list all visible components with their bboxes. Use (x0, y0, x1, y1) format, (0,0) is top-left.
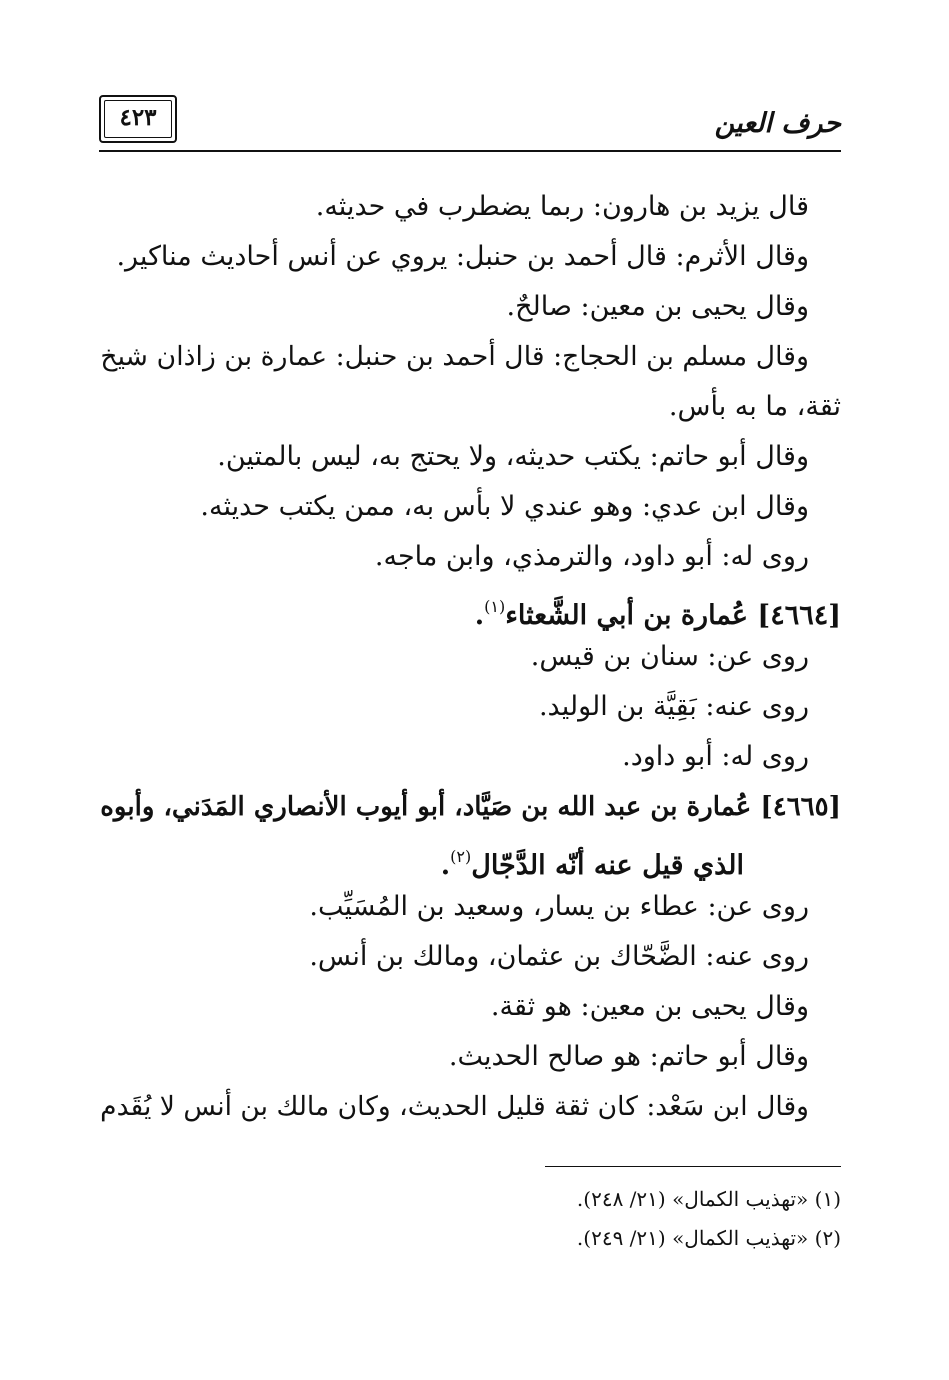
text-line: روى عن: عطاء بن يسار، وسعيد بن المُسَيِّب. (309, 891, 809, 922)
text-line: وقال أبو حاتم: يكتب حديثه، ولا يحتج به، ليس بالمتين. (217, 441, 809, 472)
entry-heading-tail: . (440, 850, 451, 881)
entry-heading-4665: [٤٦٦٥] عُمارة بن عبد الله بن صَيَّاد، أبو أيوب الأنصاري المَدَني، وأبوه (100, 792, 841, 822)
text-line: وقال يحيى بن معين: هو ثقة. (490, 991, 809, 1022)
text-line: روى عنه: بَقِيَّة بن الوليد. (538, 691, 809, 722)
footnote-ref[interactable]: (٢) (450, 847, 472, 866)
text-line: روى عنه: الضَّحّاك بن عثمان، ومالك بن أنس. (309, 941, 809, 972)
header-rule (99, 150, 841, 152)
text-line: وقال ابن عدي: وهو عندي لا بأس به، ممن يكتب حديثه. (200, 491, 809, 522)
entry-heading-4664 (475, 589, 841, 634)
text-line: قال يزيد بن هارون: ربما يضطرب في حديثه. (315, 191, 809, 222)
footnote-ref[interactable]: (١) (484, 597, 506, 616)
entry-heading-text: الذي قيل عنه أنّه الدَّجّال (471, 850, 744, 881)
text-line: روى عن: سنان بن قيس. (530, 641, 809, 672)
text-line: وقال ابن سَعْد: كان ثقة قليل الحديث، وكان مالك بن أنس لا يُقَدم (100, 1091, 809, 1122)
entry-heading-text: [٤٦٦٤] عُمارة بن أبي الشَّعثاء (505, 600, 841, 631)
footnote-rule (545, 1166, 841, 1167)
footnote: (٢) «تهذيب الكمال» (٢١/ ٢٤٩). (576, 1226, 841, 1250)
text-line: روى له: أبو داود، والترمذي، وابن ماجه. (374, 541, 809, 572)
text-line: ثقة، ما به بأس. (668, 391, 841, 422)
text-line: روى له: أبو داود. (622, 741, 809, 772)
running-title: حرف العين (714, 108, 841, 139)
footnote: (١) «تهذيب الكمال» (٢١/ ٢٤٨). (576, 1187, 841, 1211)
text-line: وقال أبو حاتم: هو صالح الحديث. (448, 1041, 809, 1072)
entry-heading-tail: . (474, 600, 485, 631)
text-line: وقال الأثرم: قال أحمد بن حنبل: يروي عن أنس أحاديث مناكير. (116, 241, 809, 272)
entry-heading-4665-continued (441, 839, 744, 884)
text-line: وقال يحيى بن معين: صالحٌ. (506, 291, 809, 322)
page-number-box (99, 95, 177, 143)
page-number: ٤٢٣ (119, 104, 157, 131)
text-line: وقال مسلم بن الحجاج: قال أحمد بن حنبل: عمارة بن زاذان شيخ (100, 341, 809, 372)
